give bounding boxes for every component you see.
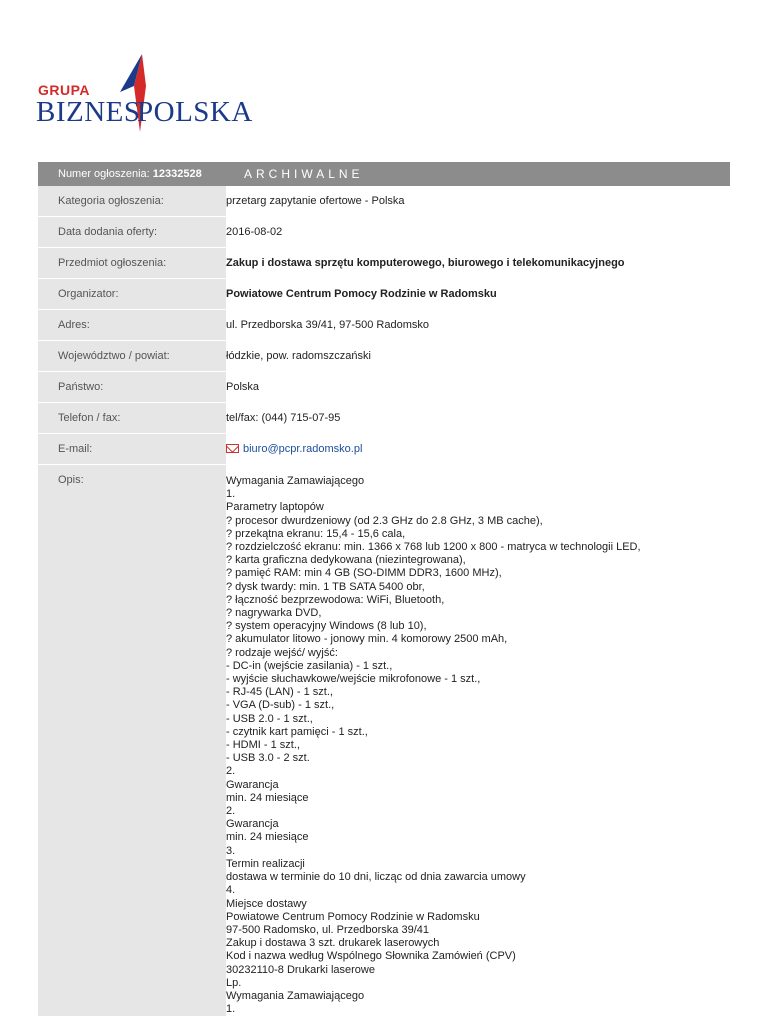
row-email: [38, 434, 730, 465]
row-description: [38, 465, 730, 1017]
number-label: Numer ogłoszenia:: [58, 168, 150, 180]
value-date: 2016-08-02: [226, 226, 283, 238]
logo-biznes: BIZNES: [36, 96, 141, 128]
label-phone: Telefon / fax:: [38, 403, 226, 433]
value-region: łódzkie, pow. radomszczański: [226, 350, 371, 362]
value-address: ul. Przedborska 39/41, 97-500 Radomsko: [226, 319, 430, 331]
row-country: [38, 372, 730, 403]
number-value: 12332528: [152, 168, 202, 180]
row-date: [38, 217, 730, 248]
logo-grupa: GRUPA: [38, 82, 91, 98]
row-subject: [38, 248, 730, 279]
logo-polska: POLSKA: [137, 96, 253, 128]
row-category: [38, 186, 730, 217]
label-category: Kategoria ogłoszenia:: [38, 186, 226, 216]
value-phone: tel/fax: (044) 715-07-95: [226, 412, 341, 424]
value-description: Wymagania Zamawiającego 1. Parametry laptopów ? procesor dwurdzeniowy (od 2.3 GHz do 2.8 GHz, 3 MB cache), ? przekątna ekranu: 15,4 - 15,6 cala, ? rozdzielczość ekranu: min. 1366 x 768 lub 1200 x 800 - matryca w technologii LED, ? karta graficzna dedykowana (niezintegrowana), ? pamięć RAM: min 4 GB (SO-DIMM DDR3, 1600 MHz), ? dysk twardy: min. 1 TB SATA 5400 obr, ? łączność bezprzewodowa: WiFi, Bluetooth, ? nagrywarka DVD, ? system operacyjny Windows (8 lub 10), ? akumulator litowo - jonowy min. 4 komorowy 2500 mAh, ? rodzaje wejść/ wyjść: - DC-in (wejście zasilania) - 1 szt., - wyjście słuchawkowe/wejście mikrofonowe - 1 szt., - RJ-45 (LAN) - 1 szt., - VGA (D-sub) - 1 szt., - USB 2.0 - 1 szt., - czytnik kart pamięci - 1 szt., - HDMI - 1 szt., - USB 3.0 - 2 szt. 2. Gwarancja min. 24 miesiące 2. Gwarancja min. 24 miesiące 3. Termin realizacji dostawa w terminie do 10 dni, licząc od dnia zawarcia umowy 4. Miejsce dostawy Powiatowe Centrum Pomocy Rodzinie w Radomsku 97-500 Radomsko, ul. Przedborska 39/41 Zakup i dostawa 3 szt. drukarek laserowych Kod i nazwa według Wspólnego Słownika Zamówień (CPV) 30232110-8 Drukarki laserowe Lp. Wymagania Zamawiającego 1.: [226, 475, 641, 1016]
label-date: Data dodania oferty:: [38, 217, 226, 247]
row-organizer: [38, 279, 730, 310]
value-category: przetarg zapytanie ofertowe - Polska: [226, 195, 405, 207]
logo: [36, 52, 253, 142]
label-subject: Przedmiot ogłoszenia:: [38, 248, 226, 278]
email-link[interactable]: biuro@pcpr.radomsko.pl: [243, 443, 363, 455]
value-organizer: Powiatowe Centrum Pomocy Rodzinie w Radomsku: [226, 288, 497, 300]
label-email: E-mail:: [38, 434, 226, 464]
value-subject: Zakup i dostawa sprzętu komputerowego, biurowego i telekomunikacyjnego: [226, 257, 625, 269]
announcement-table: [38, 162, 730, 1017]
label-region: Województwo / powiat:: [38, 341, 226, 371]
announcement-header: [38, 162, 730, 186]
label-country: Państwo:: [38, 372, 226, 402]
label-address: Adres:: [38, 310, 226, 340]
label-description: Opis:: [38, 465, 226, 1016]
row-phone: [38, 403, 730, 434]
label-organizer: Organizator:: [38, 279, 226, 309]
value-country: Polska: [226, 381, 260, 393]
envelope-icon: [226, 444, 239, 453]
value-email: [226, 434, 730, 464]
announcement-number: [38, 168, 244, 180]
status-archived: ARCHIWALNE: [244, 167, 364, 181]
row-address: [38, 310, 730, 341]
row-region: [38, 341, 730, 372]
